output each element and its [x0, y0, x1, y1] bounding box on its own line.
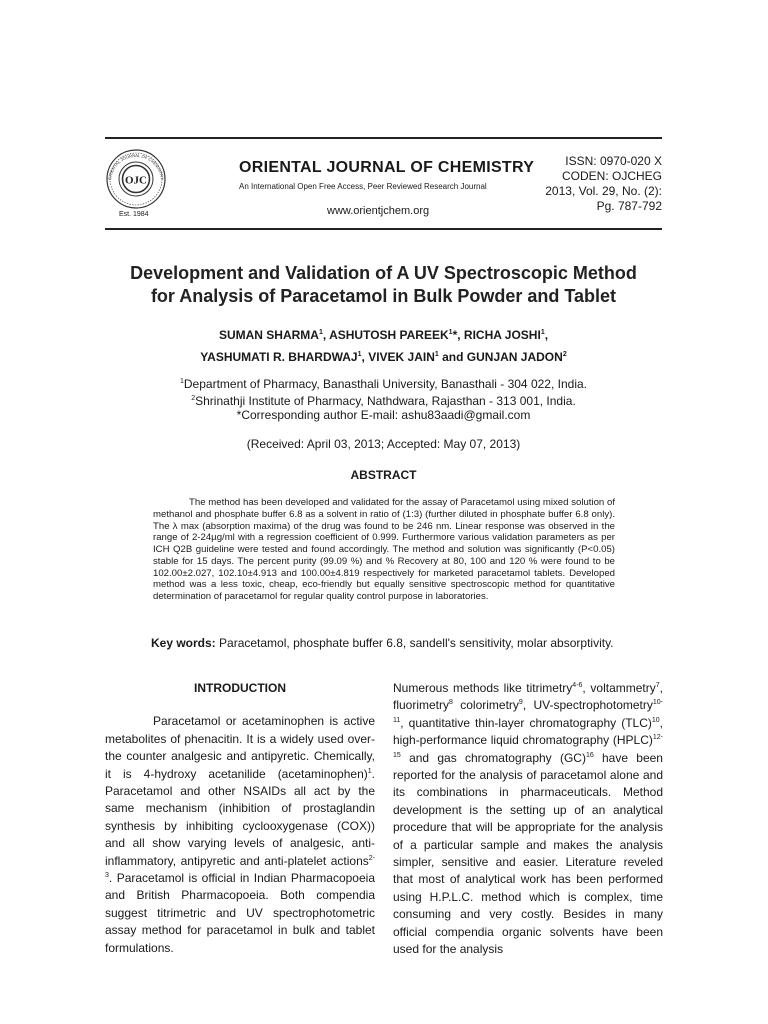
intro-paragraph-1 [105, 713, 375, 957]
intro-right-column [393, 680, 663, 959]
received-dates: (Received: April 03, 2013; Accepted: May 07, 2013) [246, 437, 521, 451]
author-name: SUMAN SHARMA [218, 328, 319, 342]
header-bottom-rule [105, 228, 662, 230]
author-list [105, 323, 662, 367]
intro-left-column [105, 680, 375, 957]
citation-ref: 12-15 [393, 734, 663, 759]
author-name: ASHUTOSH PAREEK [329, 328, 449, 342]
text-run: Numerous methods like titrimetry [393, 681, 573, 695]
text-run: . Paracetamol and other NSAIDs all act by the same mechanism (inhibition of prostaglandin synthesis by inhibiting cyclooxygenase (COX)) and all show varying levels of analgesic, anti-inflammatory, antipyretic and anti-platelet actions [105, 766, 375, 868]
title-line-2: for Analysis of Paracetamol in Bulk Powder and Tablet [150, 286, 617, 306]
text-run: Paracetamol or acetaminophen is active metabolites of phenacitin. It is a widely used over-the counter analgesic and antipyretic. Chemically, it is 4-hydroxy acetanilide (acetaminophen) [105, 714, 375, 781]
citation-ref: 2-3 [105, 854, 375, 880]
publication-info [502, 154, 662, 214]
citation-ref: 7 [655, 682, 660, 689]
author-line-2: YASHUMATI R. BHARDWAJ$^1$, VIVEK JAIN$^1$ and GUNJAN JADON$^2$ [200, 350, 567, 364]
section-heading-introduction: INTRODUCTION [194, 681, 286, 695]
citation-ref: 1 [367, 767, 372, 775]
text-run: and gas chromatography (GC) [400, 750, 586, 765]
seal-initials: OJC [125, 174, 147, 187]
author-name: YASHUMATI R. BHARDWAJ [200, 350, 358, 364]
affiliation-2: $^2$Shrinathji Institute of Pharmacy, Nathdwara, Rajasthan - 313 001, India. [191, 393, 576, 408]
page-range: Pg. 787-792 [596, 199, 662, 213]
author-line-1: SUMAN SHARMA$^1$, ASHUTOSH PAREEK$^1$*, RICHA JOSHI$^1$, [218, 328, 549, 342]
journal-seal-icon [101, 148, 171, 210]
volume-issue: 2013, Vol. 29, No. (2): [545, 184, 662, 198]
keywords-list: Paracetamol, phosphate buffer 6.8, sandell's sensitivity, molar absorptivity. [219, 636, 614, 650]
article-title [105, 262, 662, 308]
affiliation-1: $^1$Department of Pharmacy, Banasthali University, Banasthali - 304 022, India. [179, 377, 587, 391]
text-run: , quantitative thin-layer chromatography (TLC) [400, 715, 652, 730]
corresponding-author: *Corresponding author E-mail: ashu83aadi@gmail.com [236, 408, 531, 422]
citation-ref: 4-6 [572, 682, 583, 689]
keywords [151, 636, 671, 650]
keywords-label: Key words: [151, 636, 216, 650]
abstract-paragraph: The method has been developed and validated for the assay of Paracetamol using mixed solution of methanol and phosphate buffer 6.8 as a solvent in ratio of (1:3) (further diluted in phosphate buffer 6.8 only). The λ max (absorption maxima) of the drug was found to be 246 nm. Linear response was observed in the range of 2-24µg/ml with a regression coefficient of 0.999. Furthermore various validation parameters as per ICH Q2B guideline were tested and found accordingly. The method and solution was significantly (P<0.05) stable for 15 days. The percent purity (99.09 %) and % Recovery at 80, 100 and 120 % were found to be 102.00±2.027, 102.10±4.913 and 100.00±4.819 respectively for marketed paracetamol tablets. Developed method was a less toxic, cheap, eco-friendly but equally sensitive spectroscopic method for quantitative determination of paracetamol for regular quality control purpose in laboratories. [153, 497, 615, 602]
journal-url[interactable]: www.orientjchem.org [327, 205, 430, 217]
author-name: VIVEK JAIN [368, 350, 435, 364]
citation-ref: 8 [449, 699, 453, 707]
seal-ring-text: ORIENTAL JOURNAL OF CHEMISTRY [107, 152, 165, 181]
intro-paragraph-2 [393, 680, 663, 959]
abstract-text [153, 497, 615, 603]
text-run: , high-performance liquid chromatography (HPLC) [393, 715, 663, 748]
citation-ref: 9 [518, 699, 523, 707]
author-name: RICHA JOSHI [463, 328, 541, 342]
citation-ref: 10-11 [393, 699, 663, 724]
affiliations [105, 375, 662, 423]
established-year: Est. 1984 [119, 211, 149, 218]
journal-subtitle: An International Open Free Access, Peer Reviewed Research Journal [239, 182, 487, 191]
title-line-1: Development and Validation of A UV Spectroscopic Method [130, 263, 637, 283]
citation-ref: 10 [651, 716, 660, 724]
text-run: , UV-spectrophotometry [522, 698, 653, 713]
issn: ISSN: 0970-020 X [565, 154, 662, 168]
text-run: colorimetry [452, 698, 519, 713]
text-run: have been reported for the analysis of paracetamol alone and its combinations in pharmaceuticals. Method development is the setting up of an analytical procedure that will be appropriate for the analysis of a particular sample and makes the analysis simpler, sensitive and easier. Literature reveled that most of analytical work has been performed using H.P.L.C. method which is complex, time consuming and very costly. Besides in many official compendia organic solvents have been used for the analysis [393, 750, 663, 957]
abstract-heading: ABSTRACT [350, 468, 417, 482]
header-top-rule [105, 137, 662, 139]
text-run: . Paracetamol is official in Indian Pharmacopoeia and British Pharmacopoeia. Both compendia suggest titrimetric and UV spectrophotometric assay method for paracetamol in bulk and tablet formulations. [105, 871, 375, 955]
author-name: GUNJAN JADON [466, 350, 563, 364]
citation-ref: 16 [585, 751, 594, 759]
journal-title: ORIENTAL JOURNAL OF CHEMISTRY [239, 159, 535, 176]
text-run: , voltammetry [582, 681, 656, 695]
coden: CODEN: OJCHEG [561, 169, 662, 183]
text-run: , fluorimetry [393, 681, 663, 713]
